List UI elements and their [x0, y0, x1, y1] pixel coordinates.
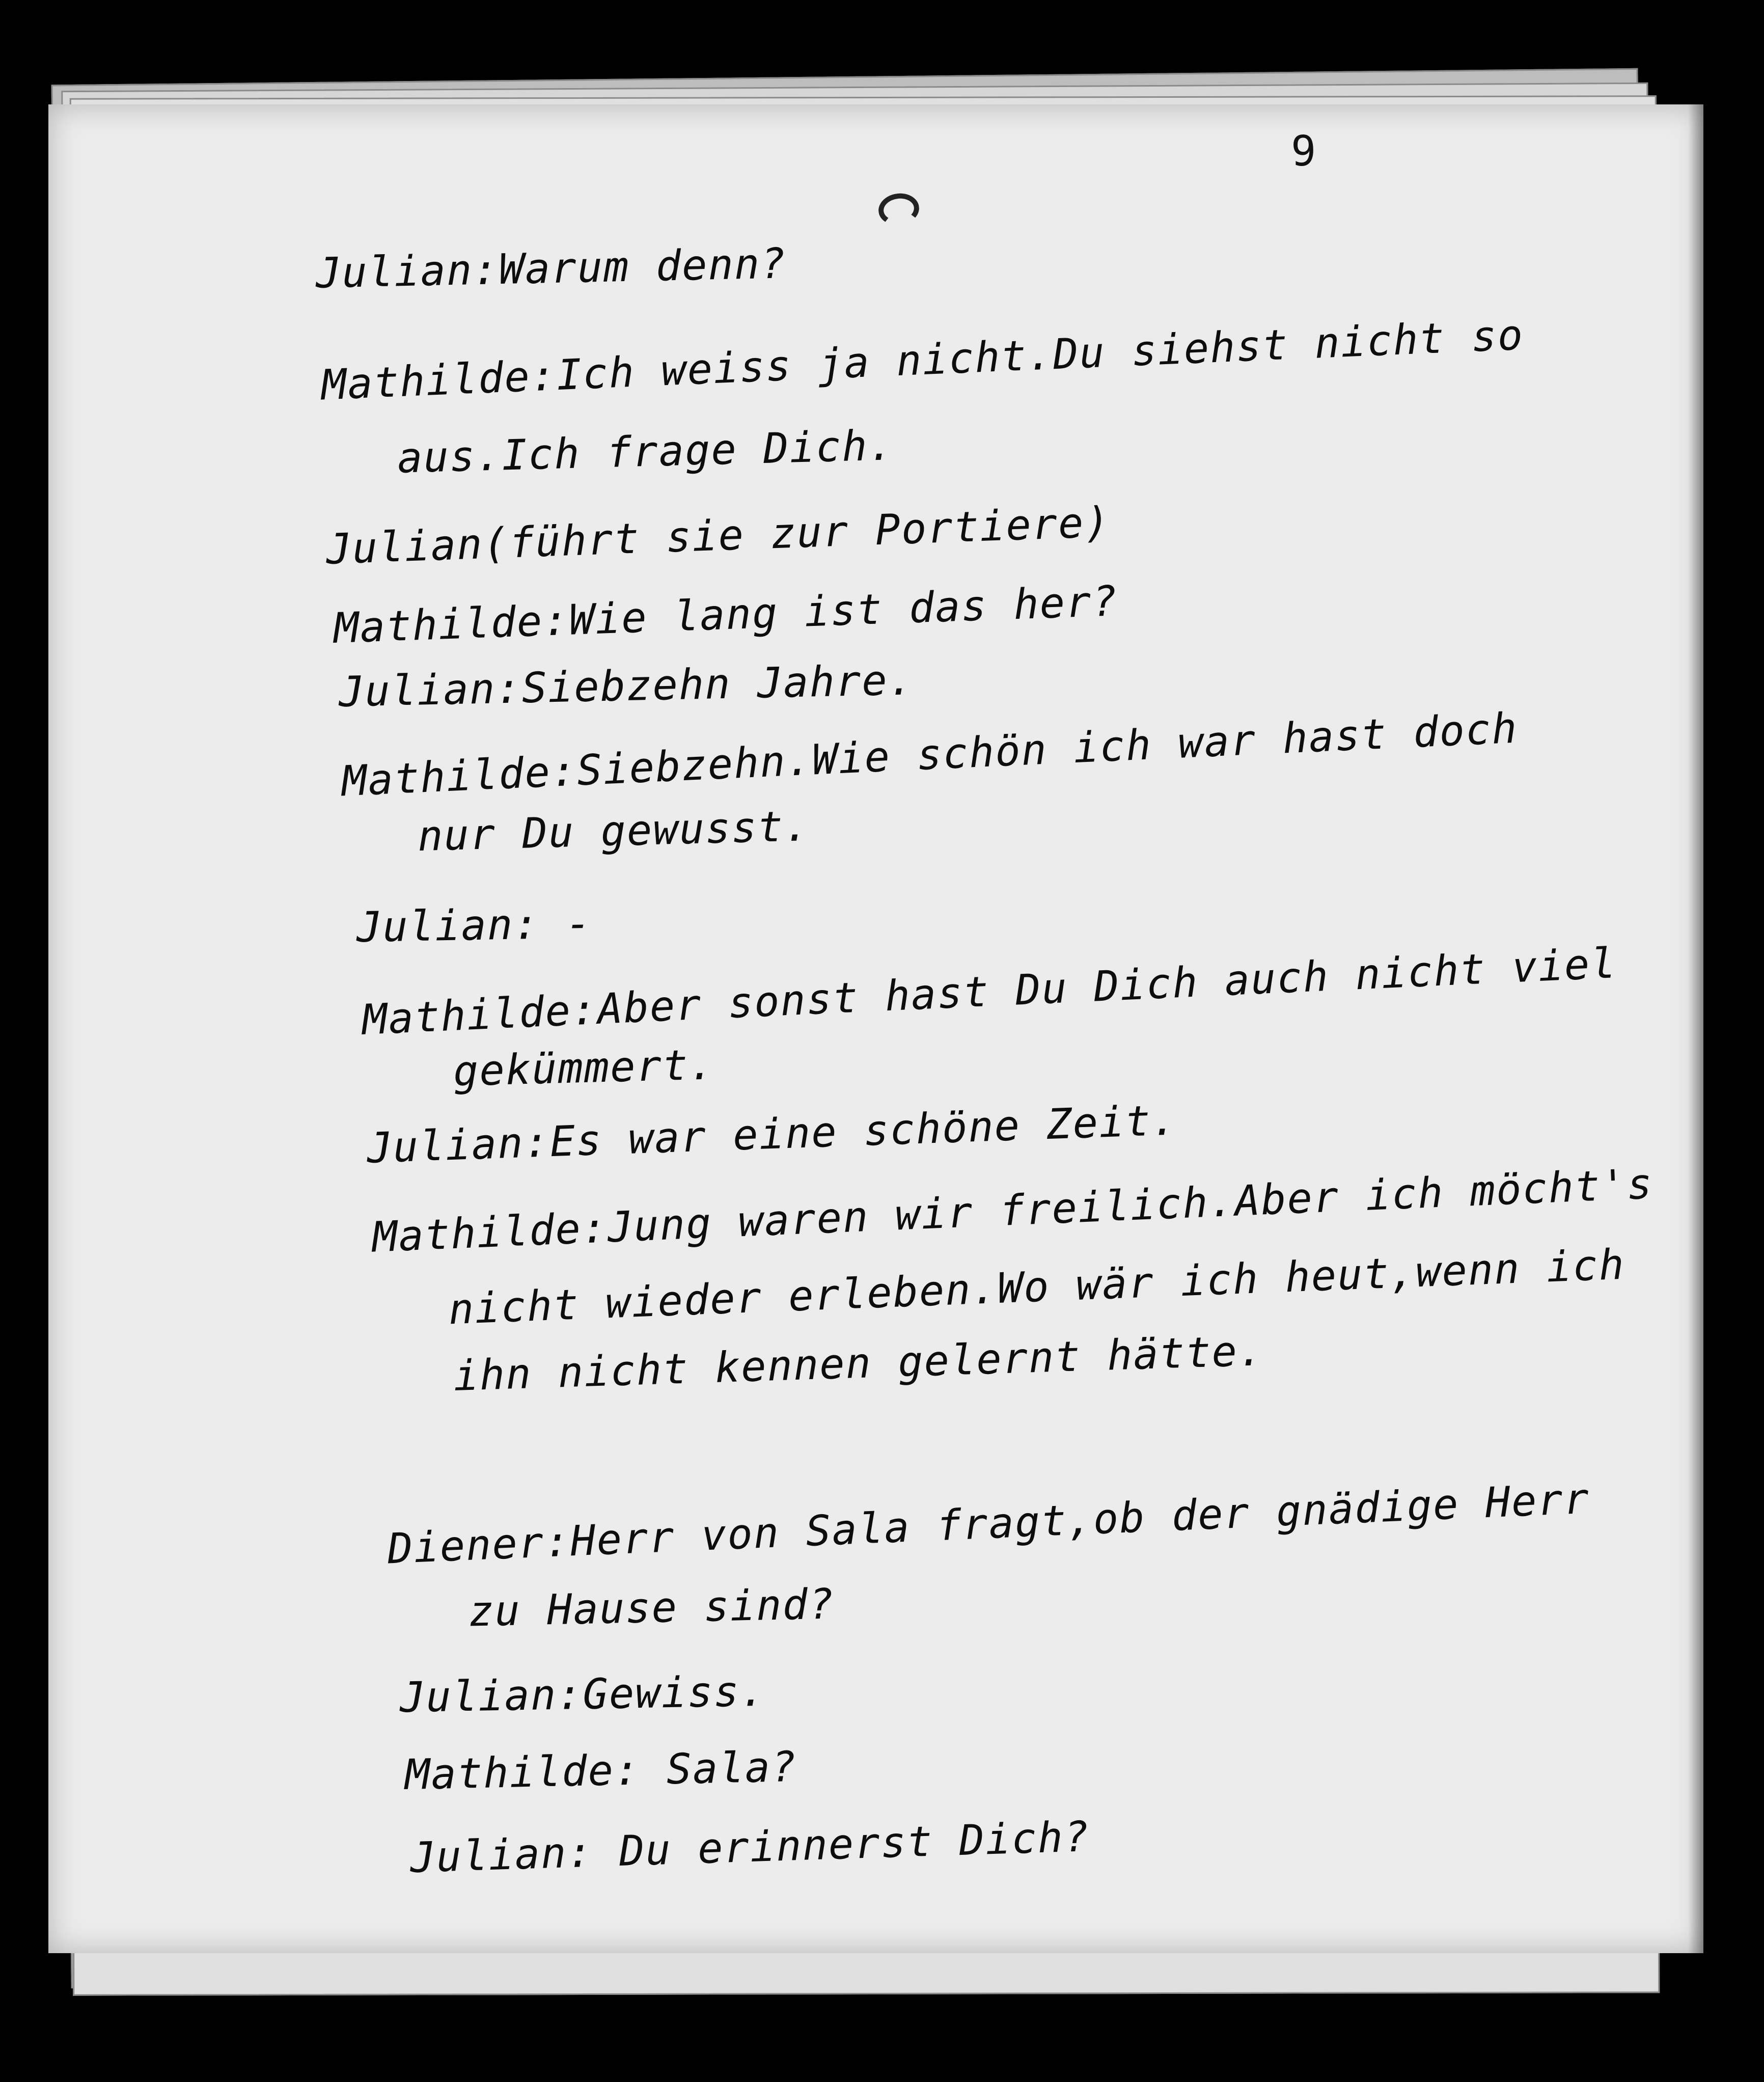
script-line: aus.Ich frage Dich.: [396, 421, 895, 483]
script-line: Mathilde:Jung waren wir freilich.Aber ich möcht's: [371, 1160, 1654, 1262]
page-edge-shadow: [1688, 104, 1703, 1953]
script-line: Diener:Herr von Sala fragt,ob der gnädige Herr: [387, 1474, 1591, 1574]
script-line: Julian: -: [356, 899, 593, 952]
script-line: Mathilde:Ich weiss ja nicht.Du siehst nicht so: [320, 311, 1525, 410]
script-line: Julian:Es war eine schöne Zeit.: [366, 1096, 1178, 1173]
script-line: zu Hause sind?: [468, 1580, 836, 1636]
script-line: Julian:Siebzehn Jahre.: [338, 656, 915, 717]
script-line: Mathilde: Sala?: [404, 1742, 798, 1800]
script-line: Julian: Du erinnerst Dich?: [409, 1813, 1091, 1882]
script-line: gekümmert.: [452, 1040, 715, 1096]
script-line: Julian(führt sie zur Portiere): [325, 498, 1112, 574]
script-line: nur Du gewusst.: [417, 802, 811, 861]
page-number: 9: [1291, 127, 1316, 176]
script-line: Mathilde:Aber sonst hast Du Dich auch nicht viel: [361, 939, 1618, 1045]
script-line: nicht wieder erleben.Wo wär ich heut,wenn ich: [448, 1240, 1626, 1334]
script-line: Mathilde:Siebzehn.Wie schön ich war hast doch: [341, 704, 1519, 806]
script-line: ihn nicht kennen gelernt hätte.: [452, 1327, 1265, 1401]
script-line: Mathilde:Wie lang ist das her?: [333, 577, 1119, 653]
script-line: Julian:Gewiss.: [399, 1667, 766, 1722]
script-line: Julian:Warum denn?: [315, 239, 787, 298]
